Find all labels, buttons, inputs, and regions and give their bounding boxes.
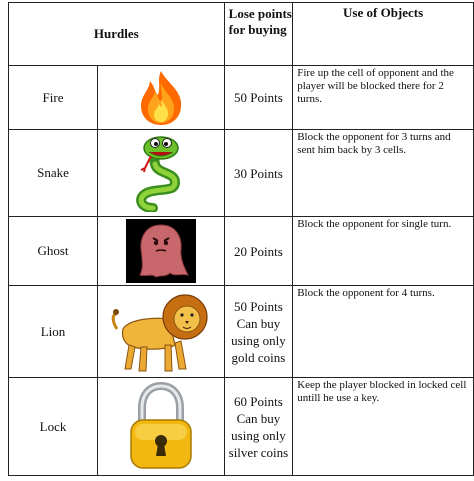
- hurdle-name: Snake: [9, 130, 98, 217]
- lion-icon: [109, 289, 213, 375]
- header-row: [9, 3, 474, 66]
- points-cell: [224, 217, 293, 286]
- hurdle-name: Lock: [9, 378, 98, 476]
- points-value: 50 Points: [234, 298, 283, 314]
- points-value: 20 Points: [234, 243, 283, 259]
- points-value: 50 Points: [234, 90, 283, 105]
- table-row-fire: [9, 66, 474, 130]
- hurdle-name: Ghost: [9, 217, 98, 286]
- hurdle-image: [98, 130, 225, 217]
- table-row-snake: [9, 130, 474, 217]
- table-row-lock: [9, 378, 474, 476]
- header-lose-points: Lose points for buying: [224, 3, 293, 66]
- use-description: Block the opponent for 3 turns and sent him back by 3 cells.: [293, 130, 474, 217]
- points-condition: Can buy using only gold coins: [231, 315, 286, 365]
- ghost-icon: [126, 219, 196, 283]
- header-use-of-objects: Use of Objects: [293, 3, 474, 66]
- hurdle-image: [98, 217, 225, 286]
- table-row-lion: [9, 286, 474, 378]
- points-cell: [224, 130, 293, 217]
- points-cell: [224, 66, 293, 130]
- lock-icon: [126, 382, 196, 472]
- header-hurdles: Hurdles: [9, 3, 225, 66]
- hurdle-name: Lion: [9, 286, 98, 378]
- points-value: 30 Points: [234, 165, 283, 181]
- hurdle-image: [98, 286, 225, 378]
- use-description: Keep the player blocked in locked cell untill he use a key.: [293, 378, 474, 476]
- hurdle-image: [98, 378, 225, 476]
- hurdle-image: [98, 66, 225, 130]
- hurdles-table: [8, 2, 474, 476]
- use-description: Fire up the cell of opponent and the player will be blocked there for 2 turns.: [293, 66, 474, 130]
- points-cell: [224, 286, 293, 378]
- points-cell: [224, 378, 293, 476]
- use-description: Block the opponent for 4 turns.: [293, 286, 474, 378]
- fire-icon: [133, 69, 189, 127]
- points-condition: Can buy using only silver coins: [228, 410, 289, 460]
- hurdle-name: Fire: [9, 66, 98, 130]
- points-value: 60 Points: [234, 393, 283, 409]
- snake-icon: [131, 134, 191, 212]
- table-row-ghost: [9, 217, 474, 286]
- use-description: Block the opponent for single turn.: [293, 217, 474, 286]
